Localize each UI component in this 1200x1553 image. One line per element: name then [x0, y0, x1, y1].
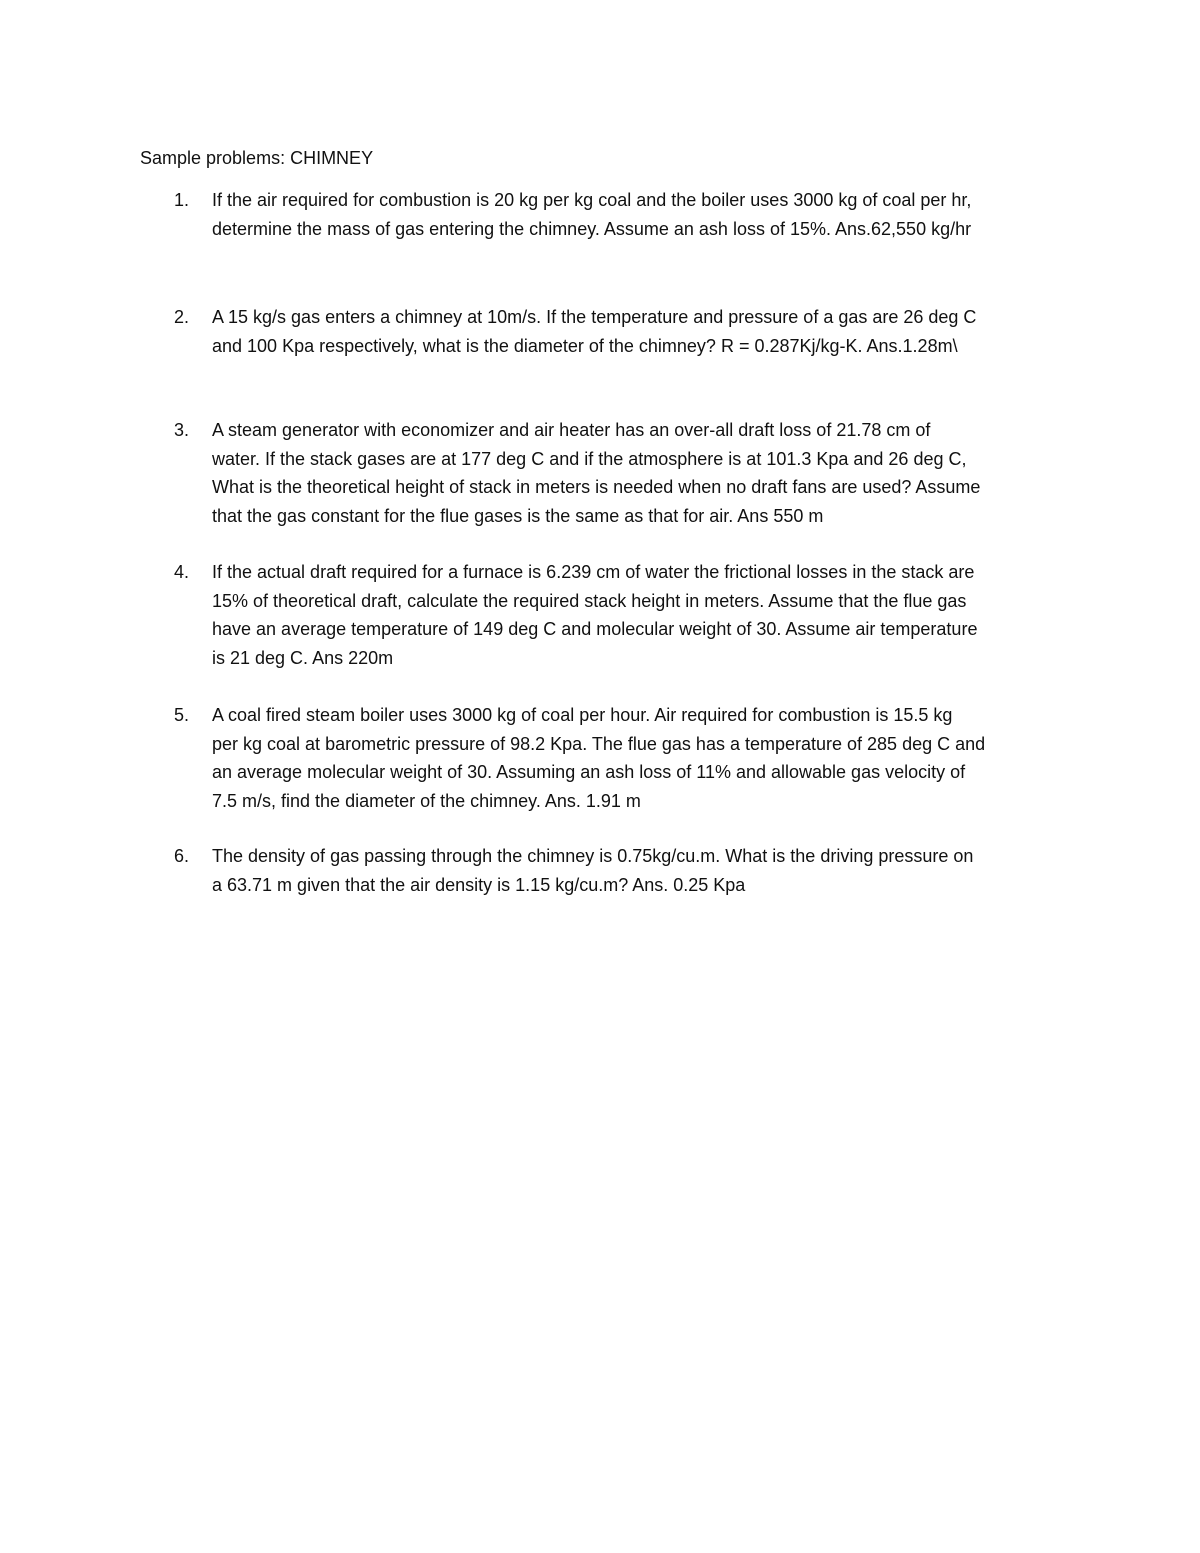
problem-line: 7.5 m/s, find the diameter of the chimney. Ans. 1.91 m — [212, 790, 641, 811]
problem-number: 3. — [174, 420, 190, 440]
problem-line: If the air required for combustion is 20 kg per kg coal and the boiler uses 3000 kg of coal per hr, — [212, 190, 972, 210]
problem-item — [140, 842, 1070, 899]
problem-text — [212, 558, 1070, 672]
problem-item — [140, 303, 1070, 360]
problem-line: water. If the stack gases are at 177 deg C and if the atmosphere is at 101.3 Kpa and 26 deg C, — [212, 448, 967, 469]
problem-number: 2. — [174, 307, 190, 327]
problem-number: 1. — [174, 190, 190, 210]
problem-line: have an average temperature of 149 deg C and molecular weight of 30. Assume air temperature — [212, 619, 978, 639]
problem-line: A coal fired steam boiler uses 3000 kg of coal per hour. Air required for combustion is 15.5 kg — [212, 705, 953, 725]
problem-line: and 100 Kpa respectively, what is the diameter of the chimney? R = 0.287Kj/kg-K. Ans.1.28m\ — [212, 335, 958, 356]
problem-line: What is the theoretical height of stack in meters is needed when no draft fans are used? Assume — [212, 477, 981, 497]
problem-item — [140, 416, 1070, 530]
problem-text — [212, 303, 1070, 360]
problem-text — [212, 186, 1070, 243]
problem-item — [140, 186, 1070, 243]
problem-line: an average molecular weight of 30. Assuming an ash loss of 11% and allowable gas velocity of — [212, 762, 966, 782]
problem-line: A 15 kg/s gas enters a chimney at 10m/s. If the temperature and pressure of a gas are 26 deg C — [212, 307, 977, 327]
problem-line: A steam generator with economizer and air heater has an over-all draft loss of 21.78 cm of — [212, 420, 931, 440]
problem-text — [212, 842, 1070, 899]
problem-line: If the actual draft required for a furnace is 6.239 cm of water the frictional losses in the stack are — [212, 562, 975, 582]
problem-line: that the gas constant for the flue gases is the same as that for air. Ans 550 m — [212, 505, 824, 526]
problem-line: per kg coal at barometric pressure of 98.2 Kpa. The flue gas has a temperature of 285 deg C and — [212, 733, 986, 754]
problem-line: 15% of theoretical draft, calculate the required stack height in meters. Assume that the flue gas — [212, 590, 967, 611]
problem-line: a 63.71 m given that the air density is 1.15 kg/cu.m? Ans. 0.25 Kpa — [212, 874, 746, 895]
problem-text — [212, 416, 1070, 530]
problem-text — [212, 701, 1070, 815]
problem-number: 6. — [174, 846, 190, 866]
problem-number: 5. — [174, 705, 190, 725]
problem-item — [140, 701, 1070, 815]
problem-number: 4. — [174, 562, 190, 582]
document-title: Sample problems: CHIMNEY — [140, 148, 374, 168]
problem-line: is 21 deg C. Ans 220m — [212, 647, 394, 668]
problem-item — [140, 558, 1070, 672]
problem-line: determine the mass of gas entering the chimney. Assume an ash loss of 15%. Ans.62,550 kg/hr — [212, 218, 972, 239]
problem-line: The density of gas passing through the chimney is 0.75kg/cu.m. What is the driving pressure on — [212, 846, 974, 866]
